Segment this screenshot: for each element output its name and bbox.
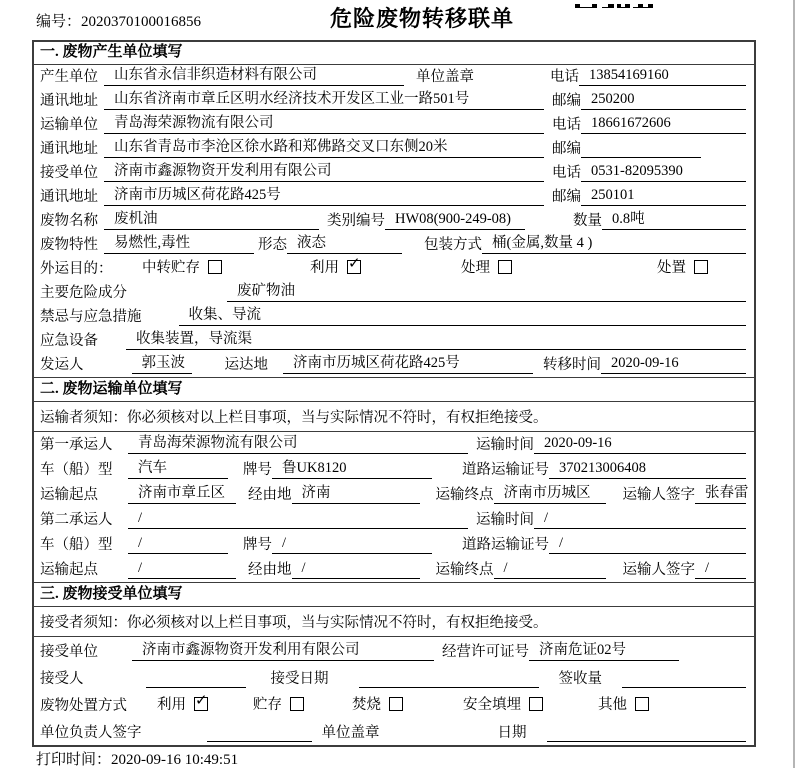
checkbox-icon — [694, 260, 708, 274]
qr-code-fragment-icon — [575, 0, 653, 8]
vehicle1-row — [34, 457, 754, 482]
disposal-option-landfill — [463, 693, 543, 714]
disposal-option-utilize — [157, 690, 208, 714]
taboo-measures-value: 收集、导流 — [179, 303, 747, 326]
unit-stamp-label: 单位盖章 — [416, 69, 474, 85]
vehicle-type-label: 车（船）型 — [40, 537, 113, 553]
receiver-zip-value: 250101 — [581, 187, 746, 206]
checkbox-label: 利用 — [157, 697, 186, 713]
acceptor-value — [146, 686, 246, 688]
disposal-method-row — [34, 691, 754, 718]
purpose-option-dispose — [657, 256, 708, 277]
road-permit-label: 道路运输证号 — [462, 462, 549, 478]
zip-label: 邮编 — [552, 93, 581, 109]
producer-address-row — [34, 89, 754, 113]
checkbox-checked-icon — [347, 253, 361, 274]
section2-header: 二. 废物运输单位填写 — [34, 377, 754, 402]
route-via-label: 经由地 — [248, 487, 292, 503]
receiver-address-value: 济南市历城区荷花路425号 — [104, 183, 544, 206]
plate-value: 鲁UK8120 — [272, 456, 432, 479]
checkbox-label: 利用 — [310, 260, 339, 276]
route-end-label: 运输终点 — [435, 487, 494, 503]
first-carrier-row — [34, 432, 754, 457]
responsible-signature-row — [34, 718, 754, 745]
address-label: 通讯地址 — [40, 189, 98, 205]
destination-label: 运达地 — [224, 357, 268, 373]
receiver-value: 济南市鑫源物资开发利用有限公司 — [104, 159, 544, 182]
producer-zip-value: 250200 — [581, 91, 746, 110]
page-right-edge — [793, 0, 795, 768]
responsible-signature-label: 单位负责人签字 — [40, 725, 142, 741]
checkbox-label: 安全填埋 — [463, 697, 521, 713]
first-carrier-value: 青岛海荣源物流有限公司 — [128, 431, 468, 454]
receiver-notice-row — [34, 607, 754, 637]
producer-address-value: 山东省济南市章丘区明水经济技术开发区工业一路501号 — [104, 87, 544, 110]
accept-date-value — [359, 686, 539, 688]
shipper-label: 发运人 — [40, 357, 84, 373]
vehicle-type-label: 车（船）型 — [40, 462, 113, 478]
received-amount-label: 签收量 — [558, 671, 602, 687]
emergency-equipment-label: 应急设备 — [40, 333, 98, 349]
serial-line — [36, 10, 201, 31]
emergency-equipment-value: 收集装置，导流渠 — [126, 327, 746, 350]
receiver-label: 接受单位 — [40, 165, 98, 181]
transporter-address-row — [34, 137, 754, 161]
carrier-signature-value: / — [695, 560, 746, 579]
route-end-value: / — [494, 560, 606, 579]
checkmark: ✓ — [348, 253, 361, 272]
purpose-option-treat — [461, 256, 512, 277]
producer-value: 山东省永信非织造材料有限公司 — [104, 63, 404, 86]
checkbox-icon — [208, 260, 222, 274]
phone-label: 电话 — [552, 165, 581, 181]
taboo-measures-row — [34, 305, 754, 329]
qr-code-fragment-svg — [575, 4, 653, 8]
license-value: 济南危证02号 — [529, 638, 679, 661]
section1-header: 一. 废物产生单位填写 — [34, 42, 754, 65]
waste-property-row — [34, 233, 754, 257]
route-via-value: / — [292, 560, 420, 579]
transporter-zip-value — [581, 156, 701, 158]
vehicle2-row — [34, 532, 754, 557]
quantity-label: 数量 — [573, 213, 602, 229]
receiver-phone-value: 0531-82095390 — [581, 163, 746, 182]
producer-label: 产生单位 — [40, 69, 98, 85]
route-via-value: 济南 — [292, 481, 420, 504]
address-label: 通讯地址 — [40, 141, 98, 157]
second-carrier-row — [34, 507, 754, 532]
waste-name-row — [34, 209, 754, 233]
waste-name-label: 废物名称 — [40, 213, 98, 229]
zip-label: 邮编 — [552, 141, 581, 157]
transporter-label: 运输单位 — [40, 117, 98, 133]
purpose-option-utilize — [310, 253, 361, 277]
packing-label: 包装方式 — [424, 237, 482, 253]
checkbox-label: 处置 — [657, 260, 686, 276]
license-label: 经营许可证号 — [442, 644, 529, 660]
phone-label: 电话 — [552, 117, 581, 133]
transporter-value: 青岛海荣源物流有限公司 — [104, 111, 544, 134]
transfer-time-label: 转移时间 — [543, 357, 601, 373]
disposal-option-other — [598, 693, 649, 714]
waste-property-label: 废物特性 — [40, 237, 98, 253]
serial-label: 编号： — [36, 14, 82, 30]
destination-value: 济南市历城区荷花路425号 — [283, 351, 533, 374]
second-carrier-label: 第二承运人 — [40, 512, 113, 528]
checkbox-icon — [635, 697, 649, 711]
hazard-component-row — [34, 281, 754, 305]
shipper-row — [34, 353, 754, 377]
form-state-label: 形态 — [258, 237, 287, 253]
print-time: 打印时间：2020-09-16 10:49:51 — [36, 752, 239, 768]
transporter-row — [34, 113, 754, 137]
shipper-value: 郭玉波 — [132, 351, 192, 374]
checkbox-label: 处理 — [461, 260, 490, 276]
checkbox-label: 中转贮存 — [142, 260, 200, 276]
transfer-purpose-label: 外运目的： — [40, 261, 113, 277]
checkbox-icon — [529, 697, 543, 711]
acceptor-row — [34, 664, 754, 691]
checkbox-label: 贮存 — [253, 697, 282, 713]
transporter-address-value: 山东省青岛市李沧区徐水路和郑佛路交叉口东侧20米 — [104, 135, 544, 158]
emergency-equipment-row — [34, 329, 754, 353]
packing-value: 桶(金属,数量 4 ) — [482, 231, 746, 254]
zip-label: 邮编 — [552, 189, 581, 205]
plate-label: 牌号 — [243, 462, 272, 478]
vehicle-type-value: 汽车 — [128, 456, 228, 479]
carrier-signature-label: 运输人签字 — [622, 487, 695, 503]
route-start-label: 运输起点 — [40, 562, 98, 578]
vehicle-type-value: / — [128, 535, 228, 554]
transfer-purpose-row — [34, 253, 754, 281]
road-permit-value: / — [549, 535, 746, 554]
hazard-component-label: 主要危险成分 — [40, 285, 127, 301]
address-label: 通讯地址 — [40, 93, 98, 109]
receiver-notice-text: 接受者须知：你必须核对以上栏目事项，当与实际情况不符时，有权拒绝接受。 — [40, 615, 548, 631]
route-end-value: 济南市历城区 — [494, 481, 606, 504]
disposal-option-storage — [253, 693, 304, 714]
accept-unit-label: 接受单位 — [40, 644, 98, 660]
transport-time-value: / — [534, 510, 746, 529]
producer-phone-value: 13854169160 — [579, 67, 746, 86]
second-carrier-value: / — [128, 510, 468, 529]
transporter-notice-text: 运输者须知：你必须核对以上栏目事项，当与实际情况不符时，有权拒绝接受。 — [40, 410, 548, 426]
purpose-option-transfer-storage — [142, 256, 222, 277]
date-value — [547, 740, 747, 742]
taboo-measures-label: 禁忌与应急措施 — [40, 309, 142, 325]
route2-row — [34, 557, 754, 582]
route-end-label: 运输终点 — [435, 562, 494, 578]
checkbox-icon — [498, 260, 512, 274]
carrier-signature-label: 运输人签字 — [622, 562, 695, 578]
quantity-value: 0.8吨 — [602, 207, 746, 230]
transport-time-label: 运输时间 — [476, 437, 534, 453]
phone-label: 电话 — [550, 69, 579, 85]
checkbox-icon — [290, 697, 304, 711]
route-start-label: 运输起点 — [40, 487, 98, 503]
checkbox-label: 焚烧 — [352, 697, 381, 713]
serial-number: 2020370100016856 — [81, 14, 202, 30]
received-amount-value — [622, 686, 746, 688]
transport-time-value: 2020-09-16 — [534, 435, 746, 454]
route-start-value: 济南市章丘区 — [128, 481, 236, 504]
disposal-method-label: 废物处置方式 — [40, 698, 127, 714]
acceptor-label: 接受人 — [40, 671, 84, 687]
route-start-value: / — [128, 560, 236, 579]
responsible-signature-value — [207, 740, 312, 742]
disposal-option-incinerate — [352, 693, 403, 714]
checkbox-checked-icon — [194, 690, 208, 711]
category-code-value: HW08(900-249-08) — [385, 211, 525, 230]
accept-unit-row — [34, 637, 754, 664]
category-code-label: 类别编号 — [327, 213, 385, 229]
receiver-address-row — [34, 185, 754, 209]
transport-time-label: 运输时间 — [476, 512, 534, 528]
plate-value: / — [272, 535, 432, 554]
accept-unit-value: 济南市鑫源物资开发利用有限公司 — [132, 638, 434, 661]
waste-name-value: 废机油 — [104, 207, 319, 230]
transporter-phone-value: 18661672606 — [581, 115, 746, 134]
producer-row — [34, 65, 754, 89]
date-label: 日期 — [497, 725, 527, 741]
route1-row — [34, 482, 754, 507]
manifest-form-table — [32, 40, 756, 747]
section3-header: 三. 废物接受单位填写 — [34, 582, 754, 607]
route-via-label: 经由地 — [248, 562, 292, 578]
checkbox-icon — [389, 697, 403, 711]
form-state-value: 液态 — [287, 231, 402, 254]
hazard-component-value: 废矿物油 — [227, 279, 746, 302]
waste-property-value: 易燃性,毒性 — [104, 231, 254, 254]
road-permit-label: 道路运输证号 — [462, 537, 549, 553]
receiver-row — [34, 161, 754, 185]
transfer-time-value: 2020-09-16 — [601, 355, 746, 374]
first-carrier-label: 第一承运人 — [40, 437, 113, 453]
accept-date-label: 接受日期 — [270, 671, 329, 687]
transporter-notice-row — [34, 402, 754, 432]
plate-label: 牌号 — [243, 537, 272, 553]
form-title: 危险废物转移联单 — [330, 6, 515, 31]
carrier-signature-value: 张春雷 — [695, 481, 746, 504]
checkbox-label: 其他 — [598, 697, 627, 713]
checkmark: ✓ — [195, 690, 208, 709]
road-permit-value: 370213006408 — [549, 460, 746, 479]
unit-stamp-label: 单位盖章 — [321, 725, 380, 741]
